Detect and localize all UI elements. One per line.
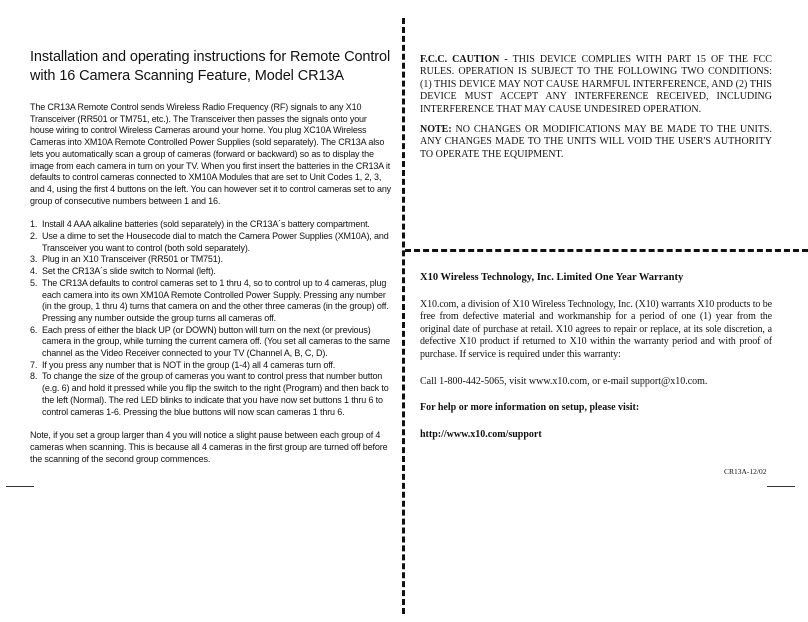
scanning-note: Note, if you set a group larger than 4 you will notice a slight pause between each group of 4 cameras when scanning. This is because all 4 cameras in the first group are turned off before the scanning of the second group commences.	[30, 430, 388, 464]
fcc-caution-text: THIS DEVICE COMPLIES WITH PART 15 OF THE FCC RULES. OPERATION IS SUBJECT TO THE FOLLOWING TWO CONDITIONS: (1) THIS DEVICE MAY NOT CAUSE HARMFUL INTERFERENCE, AND (2) THIS DEVICE MUST ACCEPT ANY INTERFERENCE RECEIVED, INCLUDING INTERFERENCE THAT MAY CAUSE UNDESIRED OPERATION.	[420, 54, 772, 115]
help-heading: For help or more information on setup, please visit:	[420, 402, 640, 414]
step-item: 4. Set the CR13A´s slide switch to Normal (left).	[30, 266, 216, 277]
instructions-title: Installation and operating instructions for Remote Control with 16 Camera Scanning Feature, Model CR13A	[30, 49, 391, 84]
warranty-section	[420, 272, 772, 455]
step-item: 8. To change the size of the group of cameras you want to control press that number button (e.g. 6) and hold it pressed while you flip the switch to the right (Program) and then back to the left (Normal). The red LED blinks to indicate that you have now set buttons 1 thru 6 to control cameras 1-6. Pressing the blue buttons will now scan cameras 1 thru 6.	[30, 371, 389, 417]
vertical-fold-line	[402, 18, 405, 614]
support-url: http://www.x10.com/support	[420, 428, 542, 440]
fcc-caution	[420, 54, 772, 116]
crop-mark-right	[767, 486, 795, 487]
fcc-note-text: NO CHANGES OR MODIFICATIONS MAY BE MADE TO THE UNITS. ANY CHANGES MADE TO THE UNITS WILL VOID THE USER'S AUTHORITY TO OPERATE THE EQUIPMENT.	[420, 124, 772, 160]
fcc-note-label: NOTE:	[420, 124, 452, 136]
horizontal-fold-line	[405, 249, 808, 252]
step-item: 6. Each press of either the black UP (or DOWN) button will turn on the next (or previous) camera in the group, while turning the current camera off. (You set all cameras to the same channel as the Video Receiver connected to your TV (Channel A, B, C, D).	[30, 324, 391, 359]
step-item: 3. Plug in an X10 Transceiver (RR501 or TM751).	[30, 254, 223, 265]
steps-list	[30, 219, 392, 418]
fcc-caution-label: F.C.C. CAUTION -	[420, 54, 508, 65]
warranty-body: X10.com, a division of X10 Wireless Technology, Inc. (X10) warrants X10 products to be free from defective material and workmanship for a period of one (1) year from the original date of purchase at retail. X10 agrees to repair or replace, at its sole discretion, a defective X10 product if returned to X10 within the warranty period and with proof of purchase. If service is required under this warranty:	[420, 298, 772, 360]
step-item: 5. The CR13A defaults to control cameras set to 1 thru 4, so to control up to 4 cameras, plug each camera into its own XM10A Remote Controlled Power Supply. Pressing any number (in the group, 1 thru 4) turns that camera on and the other three cameras (in the group) off. Pressing any number outside the group turns all cameras off.	[30, 277, 389, 323]
fcc-note	[420, 124, 772, 161]
warranty-contact: Call 1-800-442-5065, visit www.x10.com, or e-mail support@x10.com.	[420, 375, 708, 387]
crop-mark-left	[6, 486, 34, 487]
fcc-caution-section	[420, 54, 772, 169]
intro-paragraph: The CR13A Remote Control sends Wireless Radio Frequency (RF) signals to any X10 Transceiver (RR501 or TM751, etc.). The Transceiver then passes the signals onto your house wiring to control Wireless Cameras around your home. You plug XC10A Wireless Cameras into XM10A Remote Controlled Power Supplies (sold separately). The CR13A also lets you automatically scan a group of cameras (forward or backward) so as to display the image from each camera in turn on your TV. When you first insert the batteries in the CR13A it defaults to control cameras connected to XM10A Modules that are set to Unit Codes 1, 2, 3, and 4, using the first 4 buttons on the left. You can however set it to control cameras set to any group of consecutive numbers between 1 and 16.	[30, 102, 392, 206]
step-item: 1. Install 4 AAA alkaline batteries (sold separately) in the CR13A´s battery compartment.	[30, 219, 370, 230]
document-code: CR13A-12/02	[724, 467, 767, 476]
step-item: 2. Use a dime to set the Housecode dial to match the Camera Power Supplies (XM10A), and Transceiver you want to control (both sold separately).	[30, 231, 389, 253]
instructions-column	[30, 48, 392, 465]
warranty-title: X10 Wireless Technology, Inc. Limited One Year Warranty	[420, 272, 684, 283]
step-item: 7. If you press any number that is NOT in the group (1-4) all 4 cameras turn off.	[30, 359, 336, 370]
